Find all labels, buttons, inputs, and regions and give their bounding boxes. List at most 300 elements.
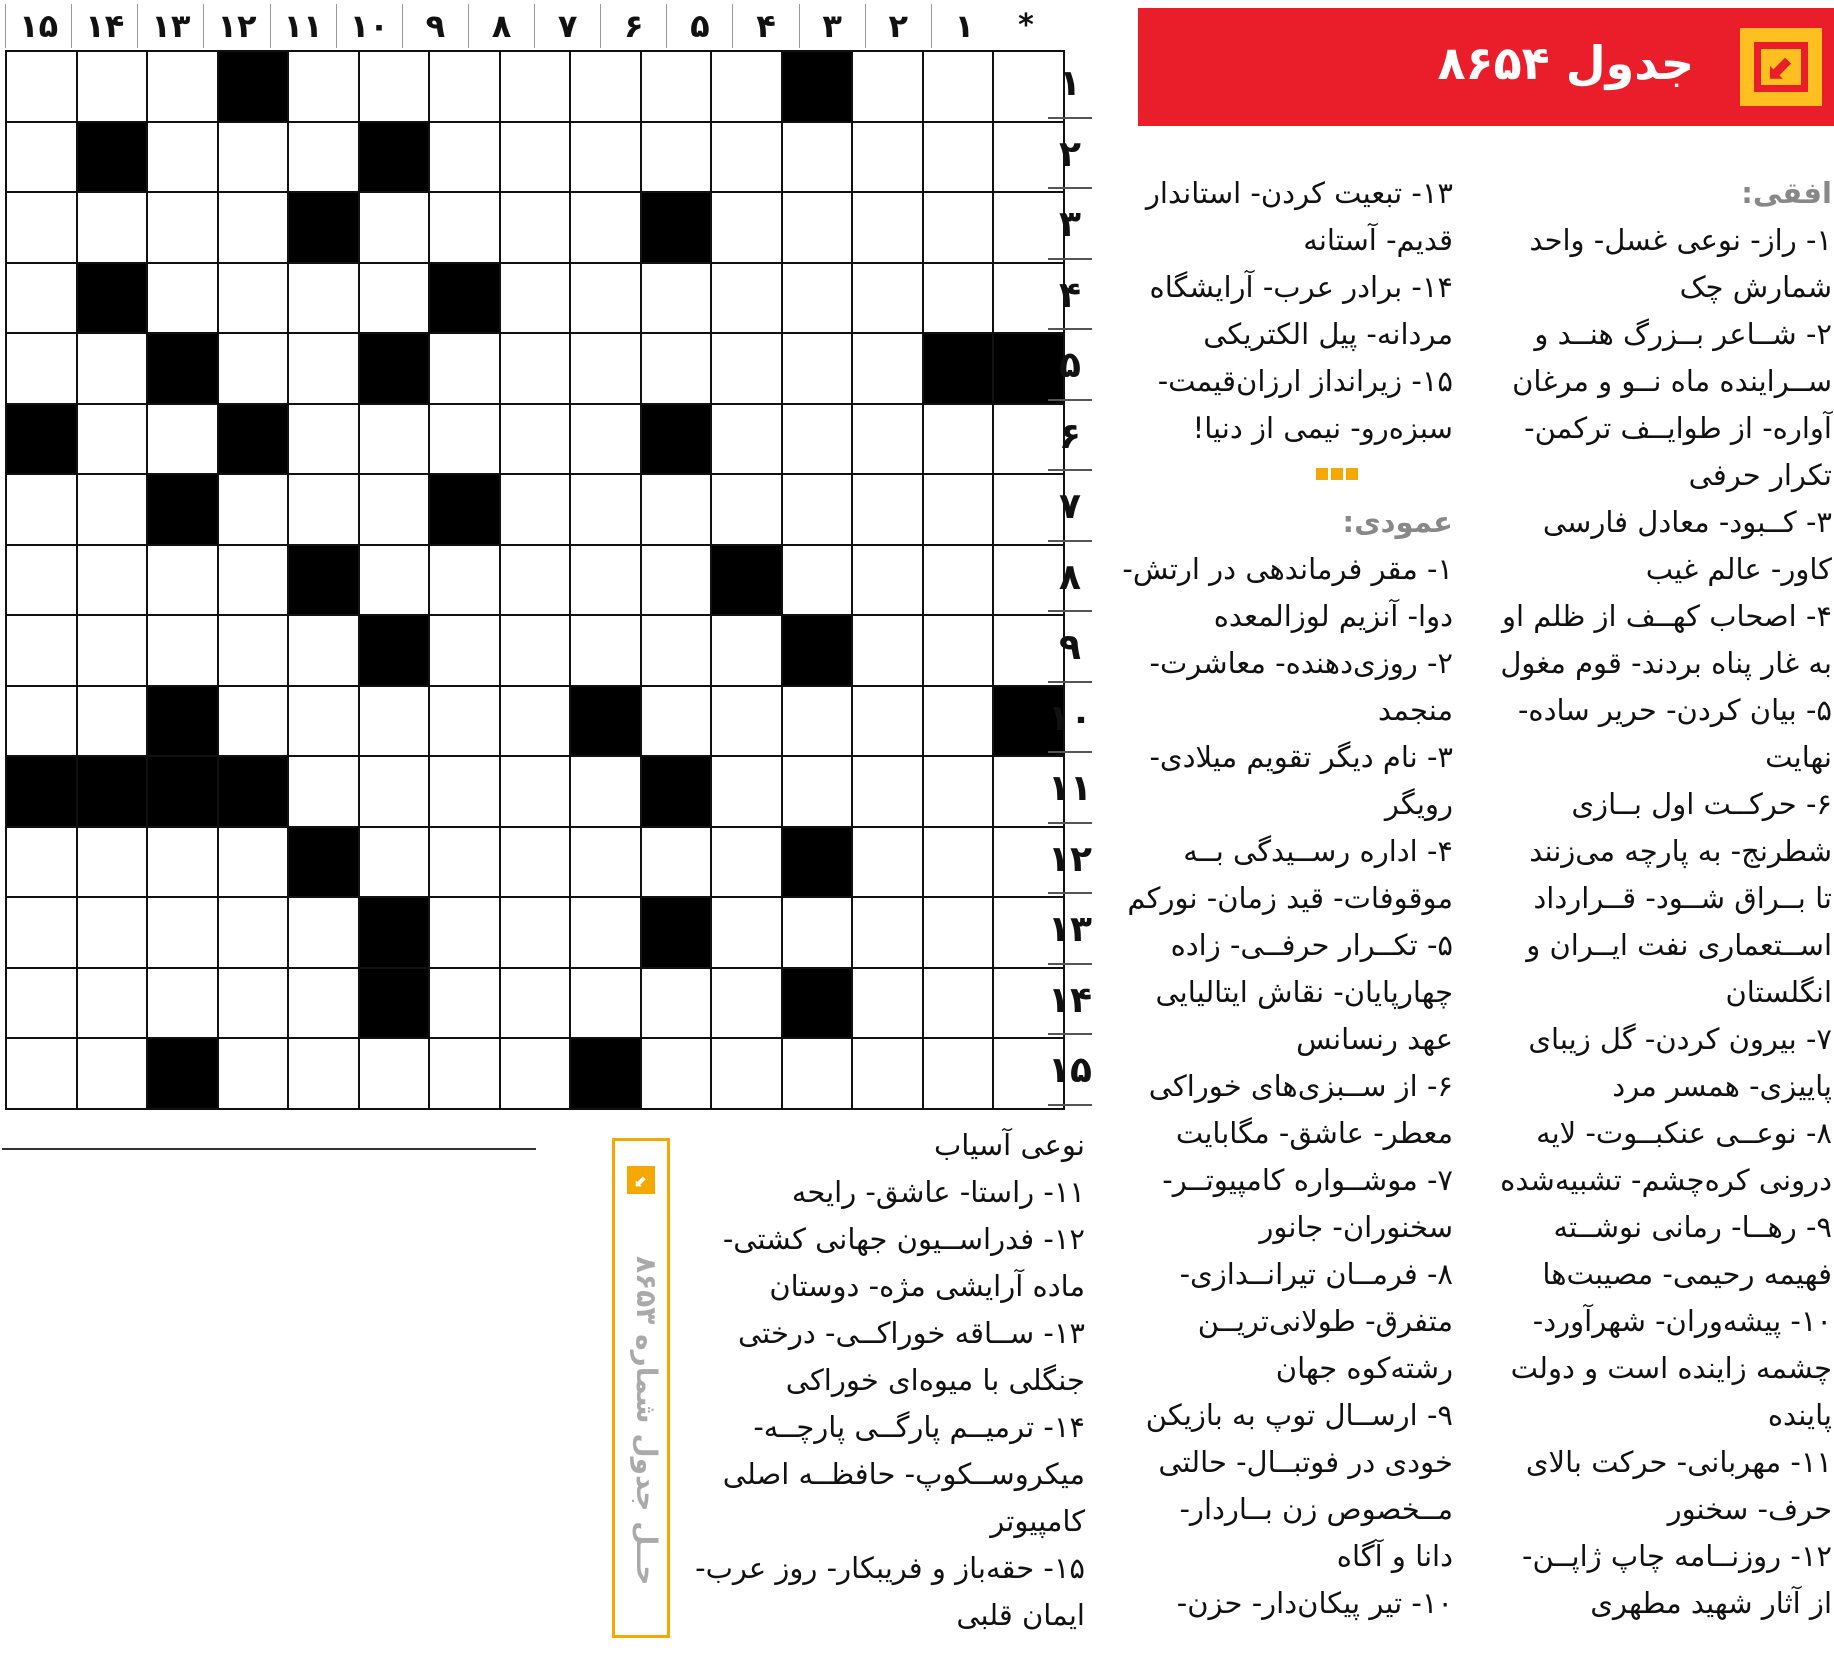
black-cell[interactable] <box>148 475 217 544</box>
clue-heading: افقی: <box>1741 176 1832 210</box>
grid-cell[interactable] <box>571 52 640 121</box>
grid-cell[interactable] <box>7 616 76 685</box>
black-cell[interactable] <box>642 898 711 967</box>
clue-line: ۷- موشــواره کامپیوتــر- <box>1162 1163 1453 1197</box>
clue-line: اســتعماری نفت ایــران و <box>1526 928 1832 962</box>
column-number: ۱۰ <box>336 4 402 48</box>
grid-cell[interactable] <box>501 405 570 474</box>
black-cell[interactable] <box>219 757 288 826</box>
row-number: ۱۲ <box>1048 826 1092 895</box>
grid-cell[interactable] <box>924 1039 993 1108</box>
grid-cell[interactable] <box>148 264 217 333</box>
grid-cell[interactable] <box>783 123 852 192</box>
grid-cell[interactable] <box>430 687 499 756</box>
clue-line: ۱۱- مهربانی- حرکت بالای <box>1525 1445 1832 1479</box>
clue-line: جنگلی با میوه‌ای خوراکی <box>785 1363 1085 1397</box>
grid-cell[interactable] <box>360 264 429 333</box>
black-cell[interactable] <box>783 52 852 121</box>
grid-cell[interactable] <box>289 1039 358 1108</box>
column-number: ۱۱ <box>270 4 336 48</box>
grid-cell[interactable] <box>430 193 499 262</box>
black-cell[interactable] <box>783 616 852 685</box>
grid-cell[interactable] <box>853 123 922 192</box>
clues-column-middle <box>1122 170 1453 1627</box>
grid-cell[interactable] <box>924 828 993 897</box>
black-cell[interactable] <box>7 405 76 474</box>
clue-line: دانا و آگاه <box>1336 1539 1453 1573</box>
row-number: ۸ <box>1048 544 1092 613</box>
grid-cell[interactable] <box>642 616 711 685</box>
row-number: ۲ <box>1048 121 1092 190</box>
grid-cell[interactable] <box>571 828 640 897</box>
grid-cell[interactable] <box>853 546 922 615</box>
clue-line: معطر- عاشق- مگابایت <box>1175 1116 1453 1150</box>
black-cell[interactable] <box>712 546 781 615</box>
grid-cell[interactable] <box>924 52 993 121</box>
grid-cell[interactable] <box>78 405 147 474</box>
crossword-grid <box>5 50 1065 1110</box>
clue-line: ۱۱- راستا- عاشق- رایحه <box>791 1175 1085 1209</box>
grid-cell[interactable] <box>642 687 711 756</box>
clue-line: مــخصوص زن بــاردار- <box>1179 1492 1453 1526</box>
grid-cell[interactable] <box>289 334 358 403</box>
row-number: ۳ <box>1048 191 1092 260</box>
grid-cell[interactable] <box>289 264 358 333</box>
grid-cell[interactable] <box>430 1039 499 1108</box>
black-cell[interactable] <box>78 264 147 333</box>
grid-cell[interactable] <box>7 334 76 403</box>
clue-line: ۷- بیرون کردن- گل زیبای <box>1528 1022 1832 1056</box>
grid-cell[interactable] <box>571 193 640 262</box>
clue-line: ۶- از ســبزی‌های خوراکی <box>1148 1069 1453 1103</box>
grid-cell[interactable] <box>853 757 922 826</box>
grid-cell[interactable] <box>148 898 217 967</box>
grid-cell[interactable] <box>430 546 499 615</box>
grid-cell[interactable] <box>853 475 922 544</box>
grid-cell[interactable] <box>501 264 570 333</box>
grid-cell[interactable] <box>642 828 711 897</box>
clue-line: ۳- نام دیگر تقویم میلادی- <box>1149 740 1453 774</box>
grid-cell[interactable] <box>430 405 499 474</box>
separator-dots <box>1138 452 1453 499</box>
column-number: ۶ <box>600 4 666 48</box>
grid-cell[interactable] <box>78 969 147 1038</box>
column-number: ۸ <box>468 4 534 48</box>
clue-line: درونی کره‌چشم- تشبیه‌شده <box>1500 1163 1832 1197</box>
grid-cell[interactable] <box>571 264 640 333</box>
grid-cell[interactable] <box>853 52 922 121</box>
grid-cell[interactable] <box>219 828 288 897</box>
grid-cell[interactable] <box>148 828 217 897</box>
grid-cell[interactable] <box>78 334 147 403</box>
column-numbers <box>5 4 1055 48</box>
grid-cell[interactable] <box>501 616 570 685</box>
black-cell[interactable] <box>571 1039 640 1108</box>
row-number: ۶ <box>1048 403 1092 472</box>
grid-cell[interactable] <box>783 264 852 333</box>
grid-cell[interactable] <box>219 687 288 756</box>
column-number: ۵ <box>666 4 732 48</box>
clue-line: ۸- نوعــی عنکبــوت- لایه <box>1536 1116 1832 1150</box>
clue-line: ۴- اصحاب کهــف از ظلم او <box>1502 599 1832 633</box>
grid-cell[interactable] <box>571 334 640 403</box>
clue-line: ۹- ارســال توپ به بازیکن <box>1145 1398 1453 1432</box>
grid-cell[interactable] <box>712 193 781 262</box>
grid-cell[interactable] <box>430 969 499 1038</box>
grid-cell[interactable] <box>571 898 640 967</box>
grid-cell[interactable] <box>853 405 922 474</box>
grid-cell[interactable] <box>853 193 922 262</box>
puzzle-header <box>1138 8 1834 126</box>
grid-cell[interactable] <box>712 757 781 826</box>
row-number: ۱۵ <box>1048 1037 1092 1106</box>
black-cell[interactable] <box>571 687 640 756</box>
grid-cell[interactable] <box>924 616 993 685</box>
grid-cell[interactable] <box>642 123 711 192</box>
grid-cell[interactable] <box>571 546 640 615</box>
grid-cell[interactable] <box>7 475 76 544</box>
black-cell[interactable] <box>642 405 711 474</box>
grid-cell[interactable] <box>712 405 781 474</box>
grid-cell[interactable] <box>924 475 993 544</box>
grid-cell[interactable] <box>571 123 640 192</box>
clue-line: شطرنج- به پارچه می‌زنند <box>1529 834 1832 868</box>
grid-cell[interactable] <box>289 616 358 685</box>
grid-cell[interactable] <box>642 264 711 333</box>
row-number: ۱ <box>1048 50 1092 119</box>
grid-cell[interactable] <box>924 757 993 826</box>
grid-cell[interactable] <box>360 475 429 544</box>
grid-cell[interactable] <box>219 969 288 1038</box>
grid-cell[interactable] <box>7 969 76 1038</box>
row-number: ۷ <box>1048 473 1092 542</box>
grid-cell[interactable] <box>712 898 781 967</box>
grid-cell[interactable] <box>571 757 640 826</box>
grid-cell[interactable] <box>571 405 640 474</box>
clue-line: آواره- از طوایــف ترکمن- <box>1524 411 1832 445</box>
black-cell[interactable] <box>289 546 358 615</box>
grid-cell[interactable] <box>148 546 217 615</box>
grid-cell[interactable] <box>642 969 711 1038</box>
clue-line: ۳- کــبود- معادل فارسی <box>1542 505 1832 539</box>
grid-cell[interactable] <box>148 193 217 262</box>
clue-line: ۱- مقر فرماندهی در ارتش- <box>1122 552 1453 586</box>
grid-cell[interactable] <box>148 405 217 474</box>
clue-line: ۱۴- برادر عرب- آرایشگاه <box>1149 270 1453 304</box>
grid-cell[interactable] <box>571 969 640 1038</box>
logo <box>1740 28 1822 106</box>
black-cell[interactable] <box>219 405 288 474</box>
grid-cell[interactable] <box>219 264 288 333</box>
grid-cell[interactable] <box>430 757 499 826</box>
grid-cell[interactable] <box>78 1039 147 1108</box>
row-number: ۵ <box>1048 332 1092 401</box>
clue-line: ۱۴- ترمیــم پارگــی پارچــه- <box>753 1410 1085 1444</box>
grid-cell[interactable] <box>7 52 76 121</box>
column-number: ۷ <box>534 4 600 48</box>
black-cell[interactable] <box>360 334 429 403</box>
grid-cell[interactable] <box>289 405 358 474</box>
clue-line: چشمه زاینده است و دولت <box>1510 1351 1832 1385</box>
grid-cell[interactable] <box>219 1039 288 1108</box>
clue-line: ۹- رهــا- رمانی نوشــته <box>1553 1210 1832 1244</box>
grid-cell[interactable] <box>853 687 922 756</box>
grid-cell[interactable] <box>501 969 570 1038</box>
black-cell[interactable] <box>148 757 217 826</box>
grid-cell[interactable] <box>289 969 358 1038</box>
clue-line: تا بــراق شــود- قــرارداد <box>1533 881 1832 915</box>
clue-line: نوعی آسیاب <box>934 1128 1085 1162</box>
clue-line: مردانه- پیل الکتریکی <box>1203 317 1453 351</box>
black-cell[interactable] <box>360 898 429 967</box>
column-number: ۱۴ <box>71 4 137 48</box>
black-cell[interactable] <box>289 828 358 897</box>
row-number: ۱۴ <box>1048 967 1092 1036</box>
grid-cell[interactable] <box>571 616 640 685</box>
grid-cell[interactable] <box>7 546 76 615</box>
grid-cell[interactable] <box>360 757 429 826</box>
grid-cell[interactable] <box>78 193 147 262</box>
grid-cell[interactable] <box>501 898 570 967</box>
grid-cell[interactable] <box>148 123 217 192</box>
clue-line: ۱۰- پیشه‌وران- شهرآورد- <box>1532 1304 1832 1338</box>
grid-cell[interactable] <box>78 52 147 121</box>
black-cell[interactable] <box>430 475 499 544</box>
black-cell[interactable] <box>78 123 147 192</box>
clue-line: ۱۲- روزنــامه چاپ ژاپــن- <box>1522 1539 1832 1573</box>
grid-cell[interactable] <box>289 687 358 756</box>
grid-cell[interactable] <box>7 1039 76 1108</box>
clue-line: ۱۵- حقه‌باز و فریبکار- روز عرب- <box>695 1551 1085 1585</box>
grid-cell[interactable] <box>501 193 570 262</box>
black-cell[interactable] <box>148 334 217 403</box>
arrow-icon: ⬋ <box>1754 42 1808 92</box>
clue-line: ســراینده ماه نــو و مرغان <box>1512 364 1832 398</box>
black-cell[interactable] <box>219 52 288 121</box>
clue-line: ۴- اداره رســیدگی بــه <box>1183 834 1453 868</box>
solution-grid <box>2 1148 536 1150</box>
grid-cell[interactable] <box>924 546 993 615</box>
grid-cell[interactable] <box>783 334 852 403</box>
grid-cell[interactable] <box>642 546 711 615</box>
black-cell[interactable] <box>148 687 217 756</box>
grid-cell[interactable] <box>78 687 147 756</box>
grid-cell[interactable] <box>78 616 147 685</box>
clue-line: به غار پناه بردند- قوم مغول <box>1500 646 1832 680</box>
grid-cell[interactable] <box>360 405 429 474</box>
clue-line: شمارش چک <box>1679 270 1832 304</box>
grid-cell[interactable] <box>430 616 499 685</box>
grid-cell[interactable] <box>712 52 781 121</box>
grid-cell[interactable] <box>289 898 358 967</box>
clue-line: ۲- شــاعر بــزرگ هنــد و <box>1534 317 1832 351</box>
black-cell[interactable] <box>289 193 358 262</box>
grid-cell[interactable] <box>430 123 499 192</box>
grid-cell[interactable] <box>853 1039 922 1108</box>
grid-cell[interactable] <box>853 334 922 403</box>
grid-cell[interactable] <box>783 687 852 756</box>
grid-cell[interactable] <box>148 52 217 121</box>
grid-cell[interactable] <box>924 687 993 756</box>
black-cell[interactable] <box>360 969 429 1038</box>
row-numbers <box>1040 50 1100 1108</box>
grid-cell[interactable] <box>501 828 570 897</box>
grid-cell[interactable] <box>501 757 570 826</box>
grid-cell[interactable] <box>712 828 781 897</box>
grid-cell[interactable] <box>783 1039 852 1108</box>
grid-cell[interactable] <box>924 898 993 967</box>
clue-line: عهد رنسانس <box>1296 1022 1453 1056</box>
grid-cell[interactable] <box>783 757 852 826</box>
black-cell[interactable] <box>642 193 711 262</box>
grid-cell[interactable] <box>642 475 711 544</box>
grid-cell[interactable] <box>501 123 570 192</box>
grid-cell[interactable] <box>7 193 76 262</box>
row-number: ۱۱ <box>1048 755 1092 824</box>
grid-cell[interactable] <box>712 1039 781 1108</box>
grid-cell[interactable] <box>7 264 76 333</box>
grid-cell[interactable] <box>360 687 429 756</box>
grid-cell[interactable] <box>642 334 711 403</box>
black-cell[interactable] <box>78 757 147 826</box>
grid-cell[interactable] <box>78 828 147 897</box>
clue-line: منجمد <box>1378 693 1453 727</box>
arrow-icon: ⬋ <box>627 1166 655 1194</box>
clues-column-right <box>1500 170 1832 1627</box>
grid-cell[interactable] <box>360 546 429 615</box>
clue-line: میکروســکوپ- حافظــه اصلی <box>722 1457 1085 1491</box>
grid-cell[interactable] <box>501 52 570 121</box>
grid-cell[interactable] <box>853 828 922 897</box>
grid-cell[interactable] <box>219 193 288 262</box>
grid-cell[interactable] <box>289 757 358 826</box>
grid-cell[interactable] <box>712 687 781 756</box>
grid-cell[interactable] <box>501 546 570 615</box>
column-number: ۳ <box>799 4 865 48</box>
grid-cell[interactable] <box>360 193 429 262</box>
column-number: ۱۲ <box>203 4 269 48</box>
grid-cell[interactable] <box>360 1039 429 1108</box>
grid-cell[interactable] <box>219 123 288 192</box>
black-cell[interactable] <box>148 1039 217 1108</box>
clue-line: ایمان قلبی <box>956 1598 1085 1632</box>
grid-cell[interactable] <box>712 969 781 1038</box>
grid-cell[interactable] <box>571 475 640 544</box>
grid-cell[interactable] <box>924 405 993 474</box>
grid-cell[interactable] <box>78 475 147 544</box>
grid-cell[interactable] <box>712 616 781 685</box>
grid-cell[interactable] <box>642 52 711 121</box>
clues-column-left <box>695 1122 1085 1639</box>
clue-line: ۵- تکــرار حرفــی- زاده <box>1170 928 1453 962</box>
grid-cell[interactable] <box>289 52 358 121</box>
grid-cell[interactable] <box>501 334 570 403</box>
column-number: ۲ <box>865 4 931 48</box>
grid-cell[interactable] <box>219 475 288 544</box>
black-cell[interactable] <box>783 828 852 897</box>
grid-cell[interactable] <box>219 546 288 615</box>
grid-cell[interactable] <box>712 264 781 333</box>
grid-cell[interactable] <box>924 123 993 192</box>
grid-cell[interactable] <box>853 264 922 333</box>
grid-cell[interactable] <box>712 334 781 403</box>
grid-cell[interactable] <box>360 828 429 897</box>
clue-line: خودی در فوتبــال- حالتی <box>1158 1445 1453 1479</box>
grid-cell[interactable] <box>148 616 217 685</box>
grid-cell[interactable] <box>430 828 499 897</box>
grid-cell[interactable] <box>501 475 570 544</box>
black-cell[interactable] <box>642 757 711 826</box>
grid-cell[interactable] <box>853 616 922 685</box>
grid-cell[interactable] <box>7 123 76 192</box>
grid-cell[interactable] <box>712 123 781 192</box>
black-cell[interactable] <box>430 264 499 333</box>
grid-cell[interactable] <box>430 898 499 967</box>
clue-line: کاور- عالم غیب <box>1645 552 1832 586</box>
clue-heading: عمودی: <box>1342 505 1453 539</box>
clue-line: ۱۵- زیرانداز ارزان‌قیمت- <box>1157 364 1453 398</box>
grid-cell[interactable] <box>219 334 288 403</box>
clue-line: موقوفات- قید زمان- نورکم <box>1127 881 1453 915</box>
grid-cell[interactable] <box>289 475 358 544</box>
grid-cell[interactable] <box>783 898 852 967</box>
puzzle-title: جدول ۸۶۵۴ <box>1437 36 1694 90</box>
grid-cell[interactable] <box>924 969 993 1038</box>
black-cell[interactable] <box>360 616 429 685</box>
grid-cell[interactable] <box>78 546 147 615</box>
grid-cell[interactable] <box>924 264 993 333</box>
black-cell[interactable] <box>7 757 76 826</box>
grid-cell[interactable] <box>289 123 358 192</box>
grid-cell[interactable] <box>219 898 288 967</box>
grid-cell[interactable] <box>924 193 993 262</box>
grid-cell[interactable] <box>783 546 852 615</box>
grid-cell[interactable] <box>360 52 429 121</box>
grid-cell[interactable] <box>219 616 288 685</box>
grid-cell[interactable] <box>7 898 76 967</box>
clue-line: سبزه‌رو- نیمی از دنیا! <box>1192 411 1453 445</box>
black-cell[interactable] <box>360 123 429 192</box>
clue-line: پاییزی- همسر مرد <box>1612 1069 1832 1103</box>
solution-banner <box>612 1138 670 1638</box>
clue-line: ۱- راز- نوعی غسل- واحد <box>1529 223 1832 257</box>
grid-cell[interactable] <box>501 1039 570 1108</box>
grid-cell[interactable] <box>148 969 217 1038</box>
grid-cell[interactable] <box>853 898 922 967</box>
grid-cell[interactable] <box>430 334 499 403</box>
grid-cell[interactable] <box>783 193 852 262</box>
column-number: ۱ <box>931 4 997 48</box>
grid-cell[interactable] <box>712 475 781 544</box>
black-cell[interactable] <box>783 969 852 1038</box>
clue-line: ماده آرایشی مژه- دوستان <box>769 1269 1085 1303</box>
clue-line: حرف- سخنور <box>1667 1492 1832 1526</box>
grid-cell[interactable] <box>783 475 852 544</box>
grid-cell[interactable] <box>7 687 76 756</box>
grid-cell[interactable] <box>7 828 76 897</box>
grid-cell[interactable] <box>783 405 852 474</box>
clue-line: سخنوران- جانور <box>1259 1210 1453 1244</box>
grid-cell[interactable] <box>501 687 570 756</box>
clue-line: پاینده <box>1767 1398 1832 1432</box>
star-marker: * <box>1018 8 1034 43</box>
black-cell[interactable] <box>924 334 993 403</box>
clue-line: قدیم- آستانه <box>1303 223 1453 257</box>
grid-cell[interactable] <box>642 1039 711 1108</box>
grid-cell[interactable] <box>430 52 499 121</box>
grid-cell[interactable] <box>853 969 922 1038</box>
grid-cell[interactable] <box>78 898 147 967</box>
